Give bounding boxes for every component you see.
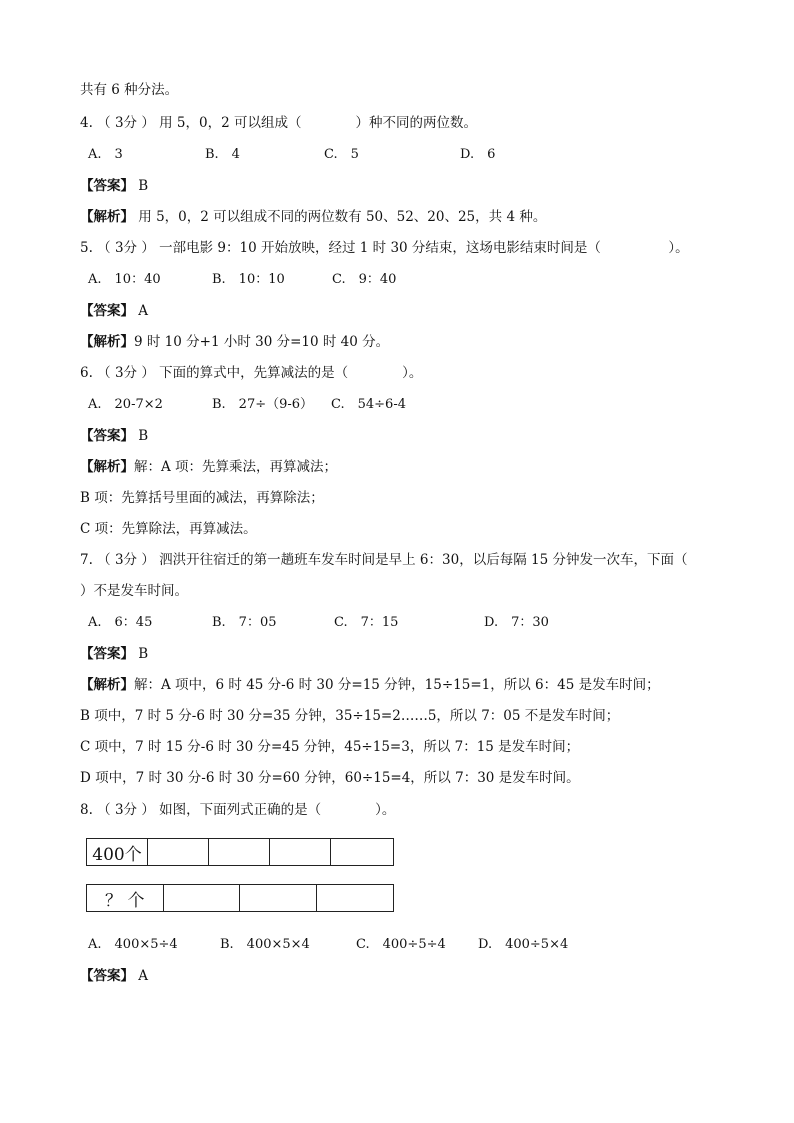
q7-analysis-1: 解：A 项中，6 时 45 分-6 时 30 分=15 分钟，15÷15=1，所以 6：45 是发车时间； xyxy=(134,677,660,693)
q6-analysis-line-1 xyxy=(80,457,337,477)
diagram-bottom-bar xyxy=(86,884,394,912)
answer-tag: 【答案】 xyxy=(80,646,134,662)
q6-option-c: C. 54÷6-4 xyxy=(331,397,406,412)
analysis-tag: 【解析】 xyxy=(80,677,134,693)
q4-option-c: C. 5 xyxy=(324,147,359,162)
answer-tag: 【答案】 xyxy=(80,428,134,444)
q7-analysis-line-3: C 项中，7 时 15 分-6 时 30 分=45 分钟，45÷15=3，所以 7：15 是发车时间； xyxy=(80,739,580,755)
diagram-top-segment xyxy=(209,839,270,865)
q7-analysis-line-1 xyxy=(80,675,660,695)
q7-stem-line-2: ）不是发车时间。 xyxy=(80,583,188,599)
q7-option-b: B. 7：05 xyxy=(212,615,277,630)
diagram-bottom-segment xyxy=(164,885,241,911)
q6-stem: 6. （ 3分 ） 下面的算式中，先算减法的是（ ）。 xyxy=(80,365,423,381)
q5-stem: 5. （ 3分 ） 一部电影 9：10 开始放映，经过 1 时 30 分结束，这场电影结束时间是（ ）。 xyxy=(80,240,689,256)
q4-analysis: 用 5，0，2 可以组成不同的两位数有 50、52、20、25，共 4 种。 xyxy=(138,209,547,225)
q8-option-b: B. 400×5×4 xyxy=(220,937,310,952)
q7-analysis-line-4: D 项中，7 时 30 分-6 时 30 分=60 分钟，60÷15=4，所以 7：30 是发车时间。 xyxy=(80,770,580,786)
analysis-tag: 【解析】 xyxy=(80,209,134,225)
q4-option-b: B. 4 xyxy=(205,147,240,162)
q8-option-c: C. 400÷5÷4 xyxy=(356,937,446,952)
q6-option-a: A. 20-7×2 xyxy=(88,397,163,412)
answer-tag: 【答案】 xyxy=(80,303,134,319)
q4-stem: 4. （ 3分 ） 用 5，0，2 可以组成（ ）种不同的两位数。 xyxy=(80,115,477,131)
q5-answer: A xyxy=(138,303,149,319)
answer-tag: 【答案】 xyxy=(80,968,134,984)
q6-answer: B xyxy=(138,428,149,444)
q4-option-a: A. 3 xyxy=(88,147,123,162)
diagram-top-segment xyxy=(331,839,392,865)
q8-stem: 8. （ 3分 ） 如图，下面列式正确的是（ ）。 xyxy=(80,802,396,818)
diagram-top-label: 400个 xyxy=(87,839,148,865)
q8-answer: A xyxy=(138,968,149,984)
q4-analysis-line xyxy=(80,207,546,227)
q5-answer-line xyxy=(80,301,148,321)
q6-analysis-line-2: B 项：先算括号里面的减法，再算除法； xyxy=(80,490,324,506)
diagram-bottom-label: ？ 个 xyxy=(87,885,164,911)
answer-tag: 【答案】 xyxy=(80,178,134,194)
intro-line: 共有 6 种分法。 xyxy=(80,82,179,98)
q7-option-d: D. 7：30 xyxy=(484,615,549,630)
q5-analysis: 9 时 10 分+1 小时 30 分=10 时 40 分。 xyxy=(134,334,390,350)
diagram-bottom-segment xyxy=(317,885,394,911)
diagram-top-segment xyxy=(270,839,331,865)
q7-analysis-line-2: B 项中，7 时 5 分-6 时 30 分=35 分钟，35÷15=2……5，所以 7：05 不是发车时间； xyxy=(80,708,620,724)
q5-option-c: C. 9：40 xyxy=(332,272,397,287)
q8-option-a: A. 400×5÷4 xyxy=(88,937,178,952)
diagram-top-bar xyxy=(86,838,394,866)
q4-answer-line xyxy=(80,176,148,196)
analysis-tag: 【解析】 xyxy=(80,334,134,350)
diagram-top-segment xyxy=(148,839,209,865)
q6-analysis-1: 解：A 项：先算乘法，再算减法； xyxy=(134,459,338,475)
diagram-bottom-segment xyxy=(240,885,317,911)
q4-answer: B xyxy=(138,178,149,194)
q7-answer: B xyxy=(138,646,149,662)
q5-option-b: B. 10：10 xyxy=(212,272,285,287)
q6-answer-line xyxy=(80,426,148,446)
q7-option-c: C. 7：15 xyxy=(334,615,399,630)
q5-option-a: A. 10：40 xyxy=(88,272,161,287)
q4-option-d: D. 6 xyxy=(460,147,496,162)
q6-analysis-line-3: C 项：先算除法，再算减法。 xyxy=(80,521,257,537)
q5-analysis-line xyxy=(80,332,389,352)
q8-option-d: D. 400÷5×4 xyxy=(478,937,569,952)
q8-answer-line xyxy=(80,966,148,986)
analysis-tag: 【解析】 xyxy=(80,459,134,475)
q6-option-b: B. 27÷（9-6） xyxy=(212,397,314,412)
q7-stem-line-1: 7. （ 3分 ） 泗洪开往宿迁的第一趟班车发车时间是早上 6：30，以后每隔 15 分钟发一次车，下面（ xyxy=(80,552,688,568)
q7-option-a: A. 6：45 xyxy=(88,615,153,630)
q7-answer-line xyxy=(80,644,148,664)
